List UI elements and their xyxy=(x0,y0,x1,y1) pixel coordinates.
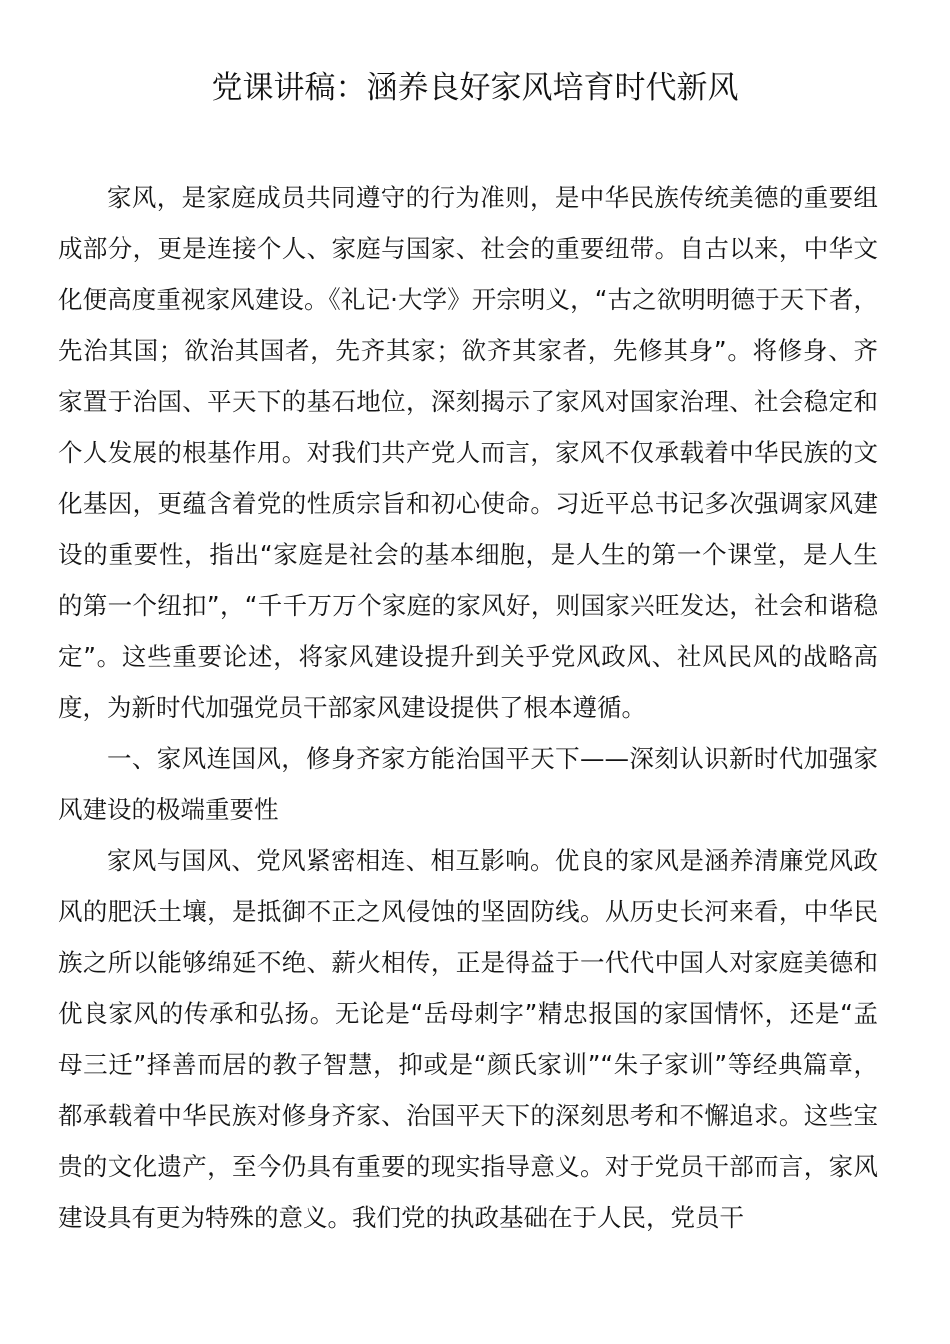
paragraph-section-1: 家风与国风、党风紧密相连、相互影响。优良的家风是涵养清廉党风政风的肥沃土壤，是抵御不正之风侵蚀的坚固防线。从历史长河来看，中华民族之所以能够绵延不绝、薪火相传，正是得益于一代代中国人对家庭美德和优良家风的传承和弘扬。无论是“岳母刺字”精忠报国的家国情怀，还是“孟母三迁”择善而居的教子智慧，抑或是“颜氏家训”“朱子家训”等经典篇章，都承载着中华民族对修身齐家、治国平天下的深刻思考和不懈追求。这些宝贵的文化遗产，至今仍具有重要的现实指导意义。对于党员干部而言，家风建设具有更为特殊的意义。我们党的执政基础在于人民，党员干 xyxy=(58,846,878,1232)
document-title: 党课讲稿：涵养良好家风培育时代新风 xyxy=(211,70,739,106)
section-heading-1: 一、家风连国风，修身齐家方能治国平天下——深刻认识新时代加强家风建设的极端重要性 xyxy=(58,744,878,824)
paragraph-intro: 家风，是家庭成员共同遵守的行为准则，是中华民族传统美德的重要组成部分，更是连接个人、家庭与国家、社会的重要纽带。自古以来，中华文化便高度重视家风建设。《礼记·大学》开宗明义，“古之欲明明德于天下者，先治其国；欲治其国者，先齐其家；欲齐其家者，先修其身”。将修身、齐家置于治国、平天下的基石地位，深刻揭示了家风对国家治理、社会稳定和个人发展的根基作用。对我们共产党人而言，家风不仅承载着中华民族的文化基因，更蕴含着党的性质宗旨和初心使命。习近平总书记多次强调家风建设的重要性，指出“家庭是社会的基本细胞，是人生的第一个课堂，是人生的第一个纽扣”，“千千万万个家庭的家风好，则国家兴旺发达，社会和谐稳定”。这些重要论述，将家风建设提升到关乎党风政风、社风民风的战略高度，为新时代加强党员干部家风建设提供了根本遵循。 xyxy=(58,183,878,722)
document-body xyxy=(58,172,878,1243)
